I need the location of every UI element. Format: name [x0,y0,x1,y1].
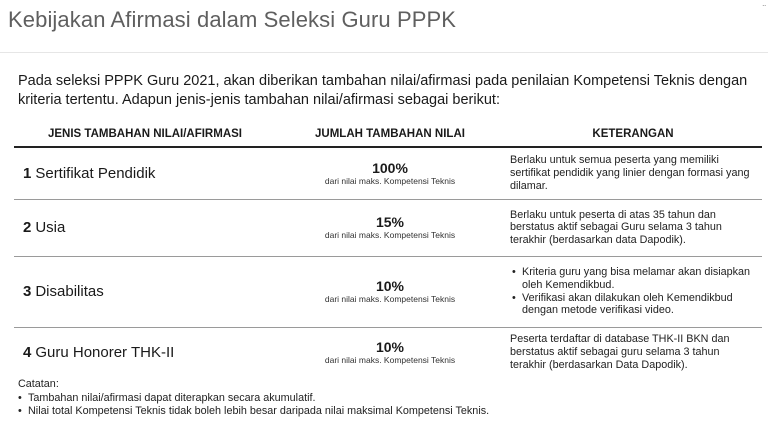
afirmasi-table [14,122,762,377]
table-row [14,199,762,256]
intro-paragraph: Pada seleksi PPPK Guru 2021, akan diberikan tambahan nilai/afirmasi pada penilaian Kompetensi Teknis dengan kriteria tertentu. Adapun jenis-jenis tambahan nilai/afirmasi sebagai berikut: [18,73,748,108]
row-number: 1 [23,164,32,182]
jenis-cell [14,199,276,256]
row-number: 2 [23,219,32,236]
jumlah-cell [276,199,504,256]
keterangan-list [510,266,758,316]
jenis-label: Disabilitas [35,283,104,300]
jenis-label: Guru Honorer THK-II [35,343,175,361]
jenis-cell [14,147,276,199]
keterangan-cell: Peserta terdaftar di database THK-II BKN dan berstatus aktif sebagai guru selama 3 tahun terakhir (berdasarkan Data Dapodik). [510,333,730,371]
notes-label: Catatan: [18,378,59,390]
row-number: 4 [23,343,32,361]
header-jenis: JENIS TAMBAHAN NILAI/AFIRMASI [14,122,276,147]
jumlah-percent: 10% [375,338,405,355]
row-number: 3 [23,283,32,300]
jenis-cell [14,327,276,377]
keterangan-cell [504,256,762,327]
header-keterangan: KETERANGAN [504,122,762,147]
keterangan-cell: Berlaku untuk peserta di atas 35 tahun dan berstatus aktif sebagai Guru selama 3 tahun terakhir (berdasarkan data Dapodik). [510,208,722,246]
table-row [14,327,762,377]
header-jumlah: JUMLAH TAMBAHAN NILAI [276,122,504,147]
keterangan-bullet: • Kriteria guru yang bisa melamar akan disiapkan oleh Kemendikbud. [510,266,758,291]
jumlah-note: dari nilai maks. Kompetensi Teknis [324,175,456,186]
jumlah-percent: 10% [375,278,405,294]
jumlah-cell [276,327,504,377]
notes [18,378,763,419]
jumlah-cell [276,147,504,199]
jumlah-note: dari nilai maks. Kompetensi Teknis [324,230,456,240]
note-item: • Nilai total Kompetensi Teknis tidak boleh lebih besar daripada nilai maksimal Kompetensi Teknis. [18,405,763,419]
jumlah-percent: 15% [375,214,405,230]
jumlah-cell [276,256,504,327]
page-title: Kebijakan Afirmasi dalam Seleksi Guru PPPK [8,7,457,32]
notes-list [18,392,763,419]
jumlah-note: dari nilai maks. Kompetensi Teknis [324,294,456,304]
jenis-cell [14,256,276,327]
title-bar [0,0,768,53]
jumlah-note: dari nilai maks. Kompetensi Teknis [324,354,456,365]
corner-mark: ¨ [762,4,766,15]
table-header-row [14,122,762,147]
table-row [14,256,762,327]
jenis-label: Sertifikat Pendidik [35,164,156,182]
jenis-label: Usia [35,219,66,236]
table-row [14,147,762,199]
keterangan-bullet: • Verifikasi akan dilakukan oleh Kemendikbud dengan metode verifikasi video. [510,292,758,317]
keterangan-cell: Berlaku untuk semua peserta yang memiliki sertifikat pendidik yang linier dengan formasi yang dilamar. [510,154,750,192]
jumlah-percent: 100% [372,159,408,176]
note-item: • Tambahan nilai/afirmasi dapat diterapkan secara akumulatif. [18,392,763,406]
